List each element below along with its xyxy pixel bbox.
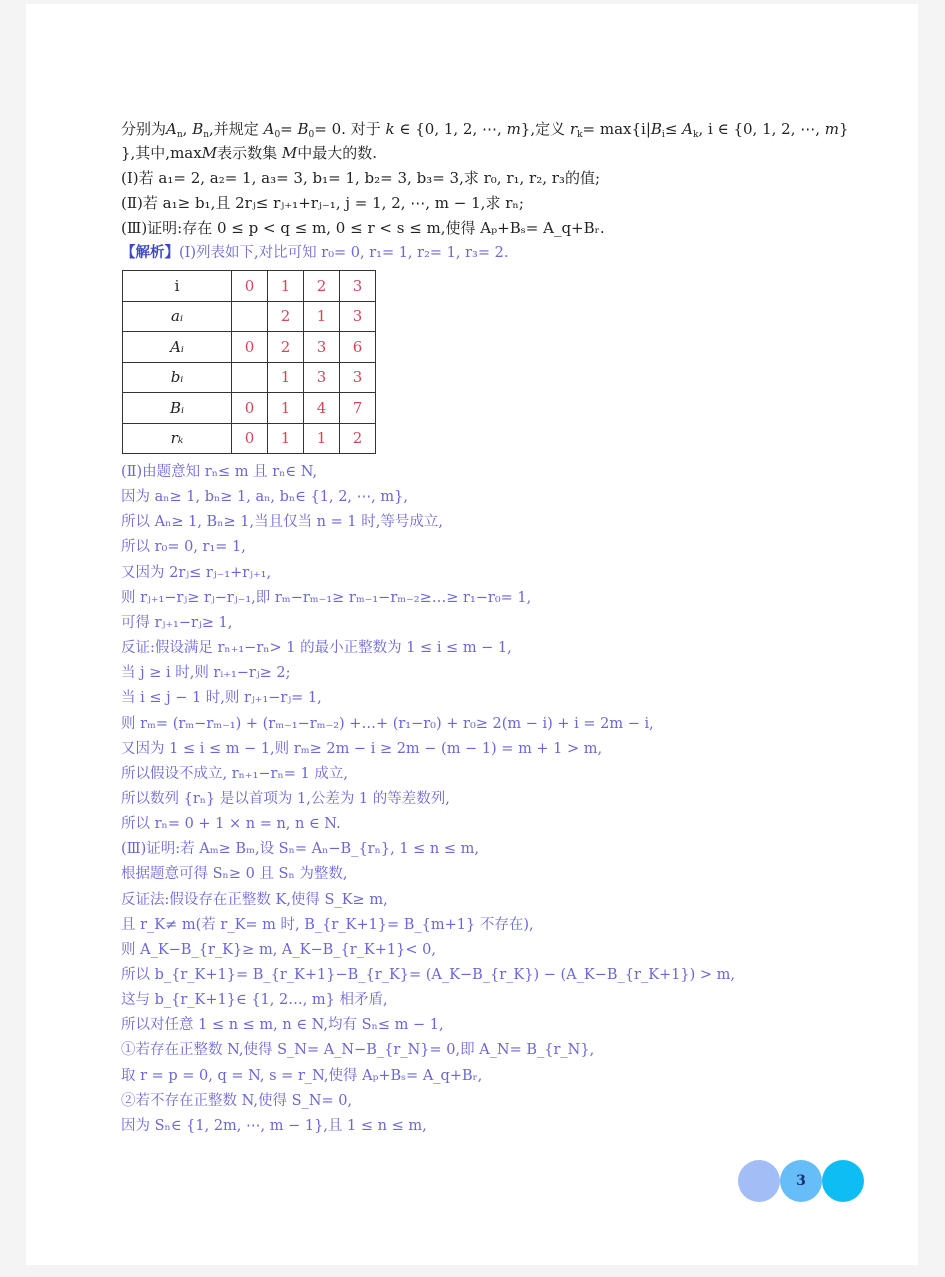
problem-line-1: 分别为$A_n$, $B_n$,并规定 $A_0= B_0= 0$. 对于 k ∈ {0, 1, 2, ⋯, m},定义 $r_k= \max\{i|B_i\le A_k$, i ∈ {0, 1, 2, ⋯, m} [121,120,849,140]
solution-line: 且 r_K≠ m(若 r_K= m 时, B_{r_K+1}= B_{m+1} 不存在), [121,916,534,933]
solution-line: 又因为 1 ≤ i ≤ m − 1,则 rₘ≥ 2m − i ≥ 2m − (m − 1) = m + 1 > m, [121,740,603,757]
table-row-label: aᵢ [123,301,232,332]
table-row [123,362,376,393]
table-cell: 0 [232,393,268,424]
solution-line: 反证法:假设存在正整数 K,使得 S_K≥ m, [121,891,388,908]
solution-line: 所以数列 {rₙ} 是以首项为 1,公差为 1 的等差数列, [121,790,450,807]
solution-line: 当 j ≥ i 时,则 rᵢ₊₁−rⱼ≥ 2; [121,665,291,682]
table-cell: 1 [268,423,304,454]
page-number-dot[interactable] [780,1160,822,1202]
table-row [123,393,376,424]
solution-line: 所以 b_{r_K+1}= B_{r_K+1}−B_{r_K}= (A_K−B_{r_K}) − (A_K−B_{r_K+1}) > m, [121,967,736,983]
page-number: 3 [796,1173,806,1189]
table-row [123,271,376,302]
question-3: (Ⅲ)证明:存在 0 ≤ p < q ≤ m, 0 ≤ r < s ≤ m,使得 Aₚ+Bₛ= A_q+Bᵣ. [121,219,605,237]
page-dot-right[interactable] [822,1160,864,1202]
table-row [123,423,376,454]
table-cell: 2 [304,271,340,302]
solution-heading: 【解析】 [121,244,179,261]
solution-line: 这与 b_{r_K+1}∈ {1, 2…, m} 相矛盾, [121,992,388,1009]
table-cell: 1 [268,393,304,424]
question-1: (Ⅰ)若 a₁= 2, a₂= 1, a₃= 3, b₁= 1, b₂= 3, b₃= 3,求 r₀, r₁, r₂, r₃的值; [121,169,601,187]
table-row-label: i [123,271,232,302]
solution-line: 所以对任意 1 ≤ n ≤ m, n ∈ N,均有 Sₙ≤ m − 1, [121,1017,444,1034]
table-cell: 1 [304,301,340,332]
solution-line: ①若存在正整数 N,使得 S_N= A_N−B_{r_N}= 0,即 A_N= B_{r_N}, [121,1042,595,1059]
solution-line: 所以假设不成立, rₙ₊₁−rₙ= 1 成立, [121,765,348,782]
solution-line: 所以 rₙ= 0 + 1 × n = n, n ∈ N. [121,816,341,833]
table-cell: 3 [304,332,340,363]
table-row-label: bᵢ [123,362,232,393]
solution-line: 当 i ≤ j − 1 时,则 rⱼ₊₁−rⱼ= 1, [121,690,322,707]
table-cell: 2 [268,301,304,332]
solution-line: 取 r = p = 0, q = N, s = r_N,使得 Aₚ+Bₛ= A_q+Bᵣ, [121,1067,483,1084]
table-cell: 1 [268,362,304,393]
solution-line: 所以 Aₙ≥ 1, Bₙ≥ 1,当且仅当 n = 1 时,等号成立, [121,514,443,531]
table-cell: 0 [232,271,268,302]
solution-line: 根据题意可得 Sₙ≥ 0 且 Sₙ 为整数, [121,866,348,883]
solution-line: 则 rⱼ₊₁−rⱼ≥ rⱼ−rⱼ₋₁,即 rₘ−rₘ₋₁≥ rₘ₋₁−rₘ₋₂≥…≥ r₁−r₀= 1, [121,589,532,606]
table-cell: 0 [232,423,268,454]
solution-line: 反证:假设满足 rₙ₊₁−rₙ> 1 的最小正整数为 1 ≤ i ≤ m − 1, [121,640,512,657]
value-table [122,270,376,454]
table-cell: 3 [340,271,376,302]
solution-line: 则 rₘ= (rₘ−rₘ₋₁) + (rₘ₋₁−rₘ₋₂) +…+ (r₁−r₀) + r₀≥ 2(m − i) + i = 2m − i, [121,715,654,732]
solution-line: 因为 aₙ≥ 1, bₙ≥ 1, aₙ, bₙ∈ {1, 2, ⋯, m}, [121,489,408,506]
solution-line: (Ⅲ)证明:若 Aₘ≥ Bₘ,设 Sₙ= Aₙ−B_{rₙ}, 1 ≤ n ≤ m, [121,841,479,858]
table-row-label: Aᵢ [123,332,232,363]
table-cell: 2 [340,423,376,454]
table-cell: 6 [340,332,376,363]
table-cell: 2 [268,332,304,363]
table-row [123,332,376,363]
table-cell: 0 [232,332,268,363]
problem-line-2: },其中,maxM表示数集 M中最大的数. [121,144,378,162]
table-row-label: Bᵢ [123,393,232,424]
table-row-label: rₖ [123,423,232,454]
page-dot-left[interactable] [738,1160,780,1202]
solution-line: 因为 Sₙ∈ {1, 2m, ⋯, m − 1},且 1 ≤ n ≤ m, [121,1117,427,1134]
table-cell: 1 [268,271,304,302]
table-row [123,301,376,332]
solution-part-1: 【解析】(Ⅰ)列表如下,对比可知 r₀= 0, r₁= 1, r₂= 1, r₃= 2. [121,244,509,261]
table-cell: 1 [304,423,340,454]
solution-line: 可得 rⱼ₊₁−rⱼ≥ 1, [121,614,233,631]
solution-line: 则 A_K−B_{r_K}≥ m, A_K−B_{r_K+1}< 0, [121,941,436,958]
table-cell: 4 [304,393,340,424]
solution-line: 又因为 2rⱼ≤ rⱼ₋₁+rⱼ₊₁, [121,564,272,581]
solution-line: ②若不存在正整数 N,使得 S_N= 0, [121,1092,353,1109]
table-cell: 7 [340,393,376,424]
table-cell: 3 [340,362,376,393]
table-cell [232,362,268,393]
table-cell [232,301,268,332]
table-cell: 3 [340,301,376,332]
solution-line: 所以 r₀= 0, r₁= 1, [121,539,246,556]
solution-line: (Ⅱ)由题意知 rₙ≤ m 且 rₙ∈ N, [121,464,318,480]
table-cell: 3 [304,362,340,393]
question-2: (Ⅱ)若 a₁≥ b₁,且 2rⱼ≤ rⱼ₊₁+rⱼ₋₁, j = 1, 2, ⋯, m − 1,求 rₙ; [121,194,524,212]
page-indicator [738,1160,868,1204]
